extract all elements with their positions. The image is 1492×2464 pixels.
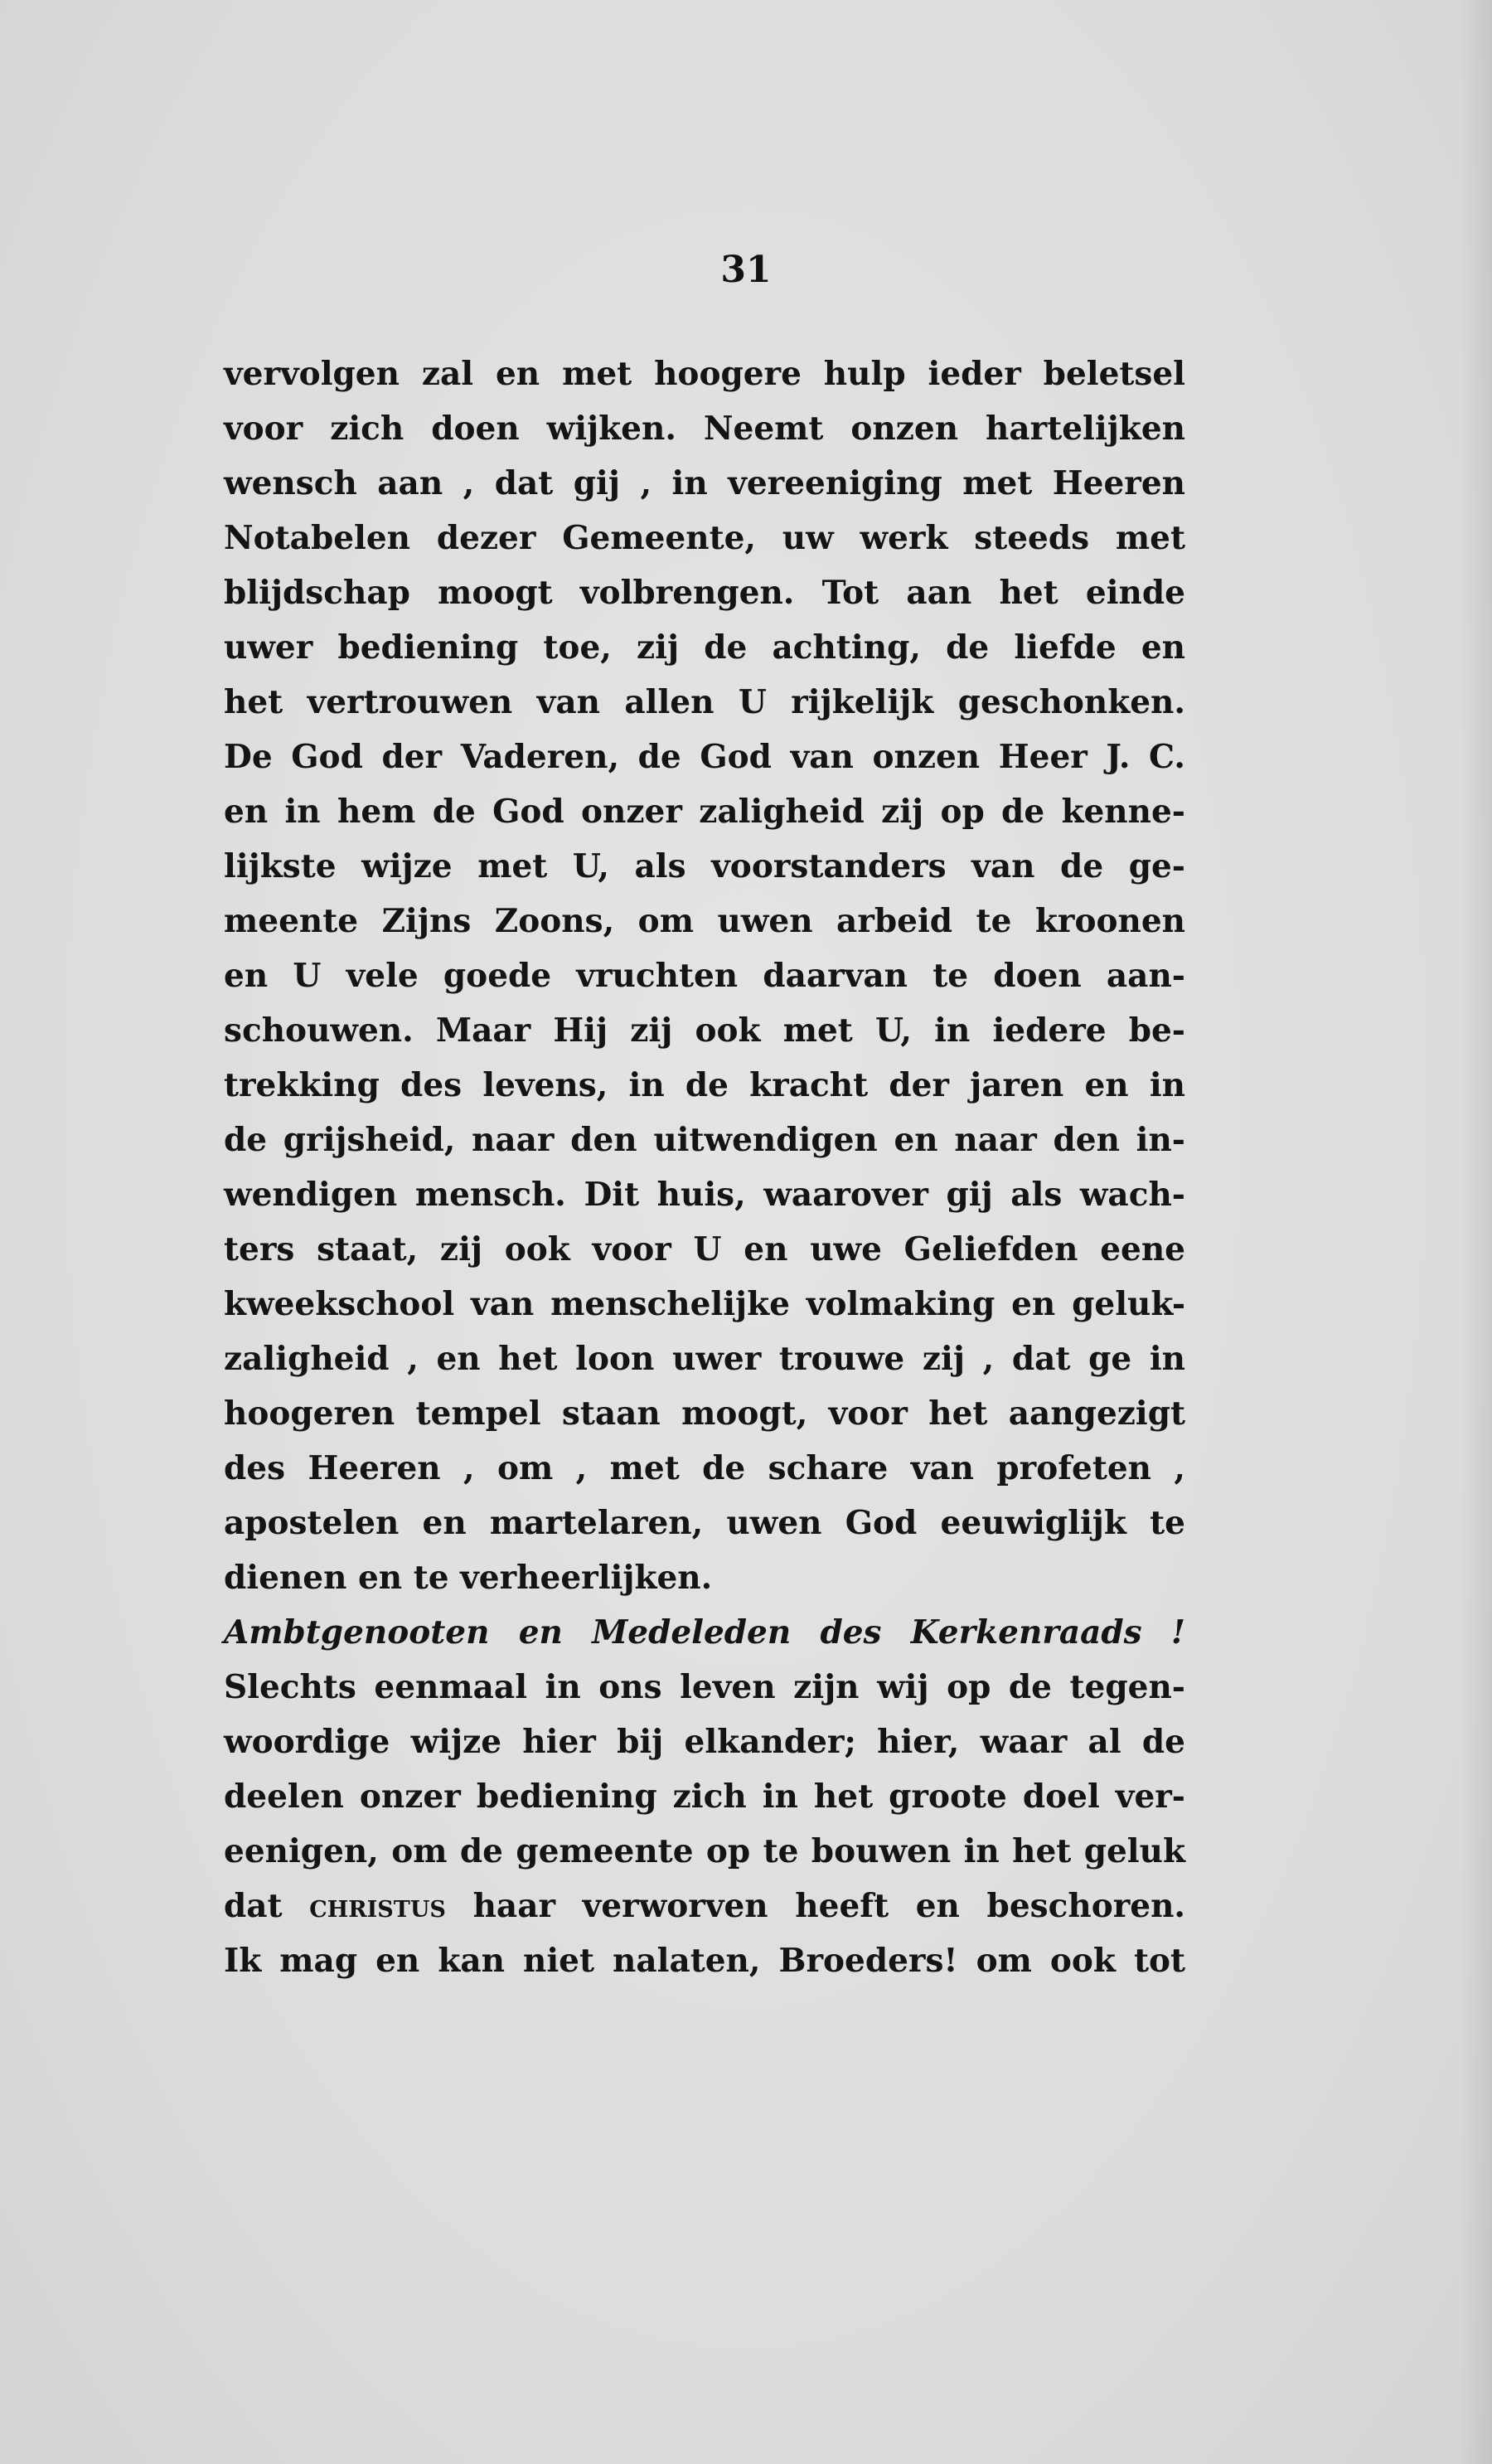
text-line: lijkste wijze met U, als voorstanders van de ge- xyxy=(224,847,1185,885)
text-line: eenigen, om de gemeente op te bouwen in het geluk xyxy=(224,1832,1185,1870)
text-line: blijdschap moogt volbrengen. Tot aan het einde xyxy=(224,574,1185,612)
text-line: schouwen. Maar Hij zij ook met U, in iedere be- xyxy=(224,1011,1185,1050)
page-edge-shadow xyxy=(1459,0,1492,2464)
text-line: de grijsheid, naar den uitwendigen en naar den in- xyxy=(224,1121,1185,1159)
text-fragment: dat xyxy=(224,1887,310,1925)
text-line: apostelen en martelaren, uwen God eeuwiglijk te xyxy=(224,1504,1185,1542)
text-line: des Heeren , om , met de schare van profeten , xyxy=(224,1449,1185,1487)
text-line: deelen onzer bediening zich in het groote doel ver- xyxy=(224,1778,1185,1816)
text-line: voor zich doen wijken. Neemt onzen hartelijken xyxy=(224,410,1185,448)
text-line: wendigen mensch. Dit huis, waarover gij als wach- xyxy=(224,1176,1185,1214)
text-line: zaligheid , en het loon uwer trouwe zij , dat ge in xyxy=(224,1340,1185,1378)
text-line: het vertrouwen van allen U rijkelijk geschonken. xyxy=(224,683,1185,721)
christus-small-caps: christus xyxy=(309,1887,446,1925)
text-line: hoogeren tempel staan moogt, voor het aangezigt xyxy=(224,1394,1185,1433)
text-line: uwer bediening toe, zij de achting, de liefde en xyxy=(224,628,1185,667)
text-line: Slechts eenmaal in ons leven zijn wij op de tegen- xyxy=(224,1668,1185,1706)
text-line: meente Zijns Zoons, om uwen arbeid te kroonen xyxy=(224,902,1185,940)
text-line: De God der Vaderen, de God van onzen Heer J. C. xyxy=(224,738,1185,776)
body-text xyxy=(224,347,1185,1988)
text-line: kweekschool van menschelijke volmaking en geluk- xyxy=(224,1285,1185,1323)
text-line-paragraph-end: dienen en te verheerlijken. xyxy=(224,1559,713,1597)
text-line: Notabelen dezer Gemeente, uw werk steeds met xyxy=(224,519,1185,557)
text-line: vervolgen zal en met hoogere hulp ieder beletsel xyxy=(224,355,1185,393)
text-line: Ik mag en kan niet nalaten, Broeders! om ook tot xyxy=(224,1942,1185,1980)
text-line: wensch aan , dat gij , in vereeniging met Heeren xyxy=(224,464,1185,502)
text-line-christus xyxy=(224,1879,1185,1933)
text-fragment: haar verworven heeft en beschoren. xyxy=(445,1887,1186,1925)
text-line: en in hem de God onzer zaligheid zij op de kenne- xyxy=(224,793,1185,831)
page-number: 31 xyxy=(720,249,772,291)
text-line: trekking des levens, in de kracht der jaren en in xyxy=(224,1066,1185,1104)
address-heading: Ambtgenooten en Medeleden des Kerkenraads ! xyxy=(224,1613,1185,1652)
text-line: en U vele goede vruchten daarvan te doen aan- xyxy=(224,957,1185,995)
text-line: ters staat, zij ook voor U en uwe Geliefden eene xyxy=(224,1230,1185,1268)
text-line: woordige wijze hier bij elkander; hier, waar al de xyxy=(224,1723,1185,1761)
